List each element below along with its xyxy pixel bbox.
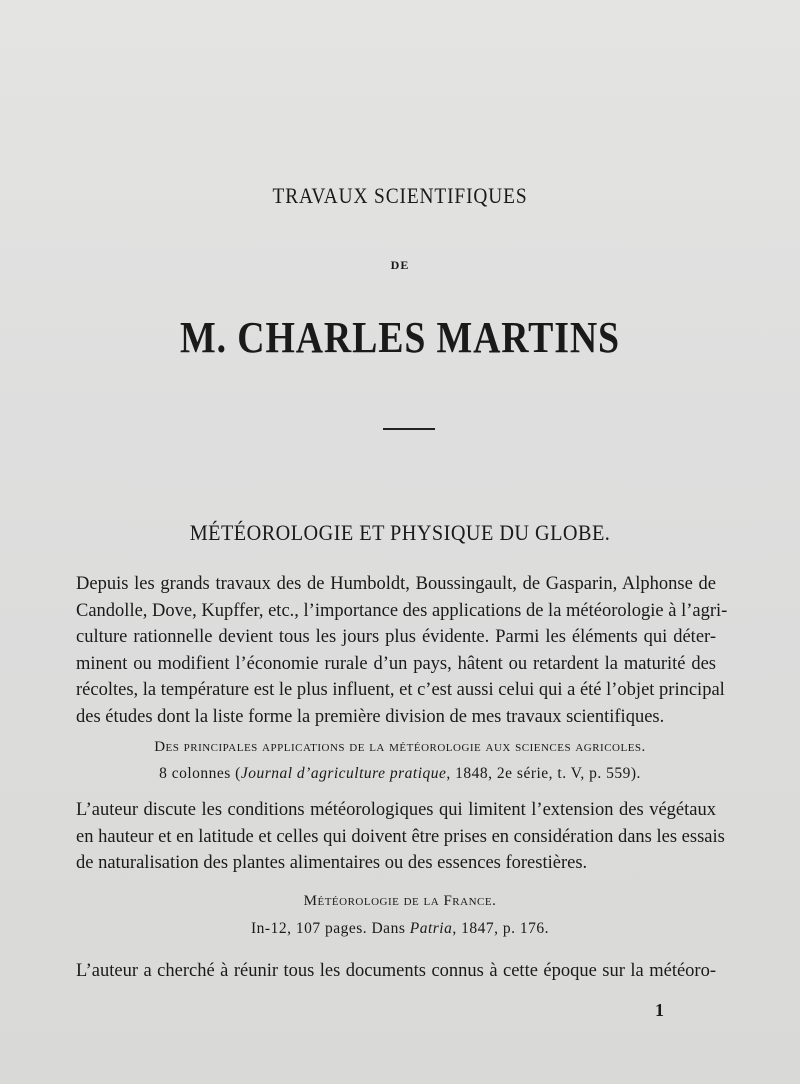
entry-body xyxy=(76,958,716,985)
intro-paragraph xyxy=(76,571,728,731)
document-title: TRAVAUX SCIENTIFIQUES xyxy=(272,183,528,208)
entry-body xyxy=(76,797,725,877)
ref-suffix: , 1848, 2e série, t. V, p. 559). xyxy=(446,765,641,782)
body-line: L’auteur discute les conditions météorologiques qui limitent l’extension des végétaux xyxy=(76,800,716,820)
intro-line: récoltes, la température est le plus influent, et c’est aussi celui qui a été l’objet principal xyxy=(76,680,725,701)
entry-reference xyxy=(0,765,800,783)
intro-line: Depuis les grands travaux des de Humboldt, Boussingault, de Gasparin, Alphonse de xyxy=(76,574,716,594)
section-heading: MÉTÉOROLOGIE ET PHYSIQUE DU GLOBE. xyxy=(189,520,611,545)
entry-title: Des principales applications de la météorologie aux sciences agricoles. xyxy=(154,739,646,755)
ref-journal: Journal d’agriculture pratique xyxy=(240,765,447,782)
ref-suffix: , 1847, p. 176. xyxy=(452,920,549,937)
ref-prefix: In-12, 107 pages. Dans xyxy=(251,920,410,937)
intro-line: des études dont la liste forme la première division de mes travaux scientifiques. xyxy=(76,706,665,727)
page-number: 1 xyxy=(655,1000,664,1020)
entry-reference xyxy=(0,920,800,938)
body-line: en hauteur et en latitude et celles qui doivent être prises en considération dans les essais xyxy=(76,826,725,847)
intro-line: Candolle, Dove, Kupffer, etc., l’importance des applications de la météorologie à l’agri- xyxy=(76,600,728,621)
author-name: M. CHARLES MARTINS xyxy=(180,313,620,362)
ref-prefix: 8 colonnes ( xyxy=(159,765,241,782)
title-connector: DE xyxy=(390,258,410,272)
body-line: L’auteur a cherché à réunir tous les documents connus à cette époque sur la météoro- xyxy=(76,961,716,981)
entry-title: Météorologie de la France. xyxy=(303,893,497,909)
title-rule xyxy=(383,428,435,430)
ref-journal: Patria xyxy=(409,920,453,937)
bleed-through-texture xyxy=(80,80,720,102)
intro-line: minent ou modifient l’économie rurale d’un pays, hâtent ou retardent la maturité des xyxy=(76,653,716,674)
body-line: de naturalisation des plantes alimentaires ou des essences forestières. xyxy=(76,853,588,874)
intro-line: culture rationnelle devient tous les jours plus évidente. Parmi les éléments qui déter- xyxy=(76,627,716,648)
